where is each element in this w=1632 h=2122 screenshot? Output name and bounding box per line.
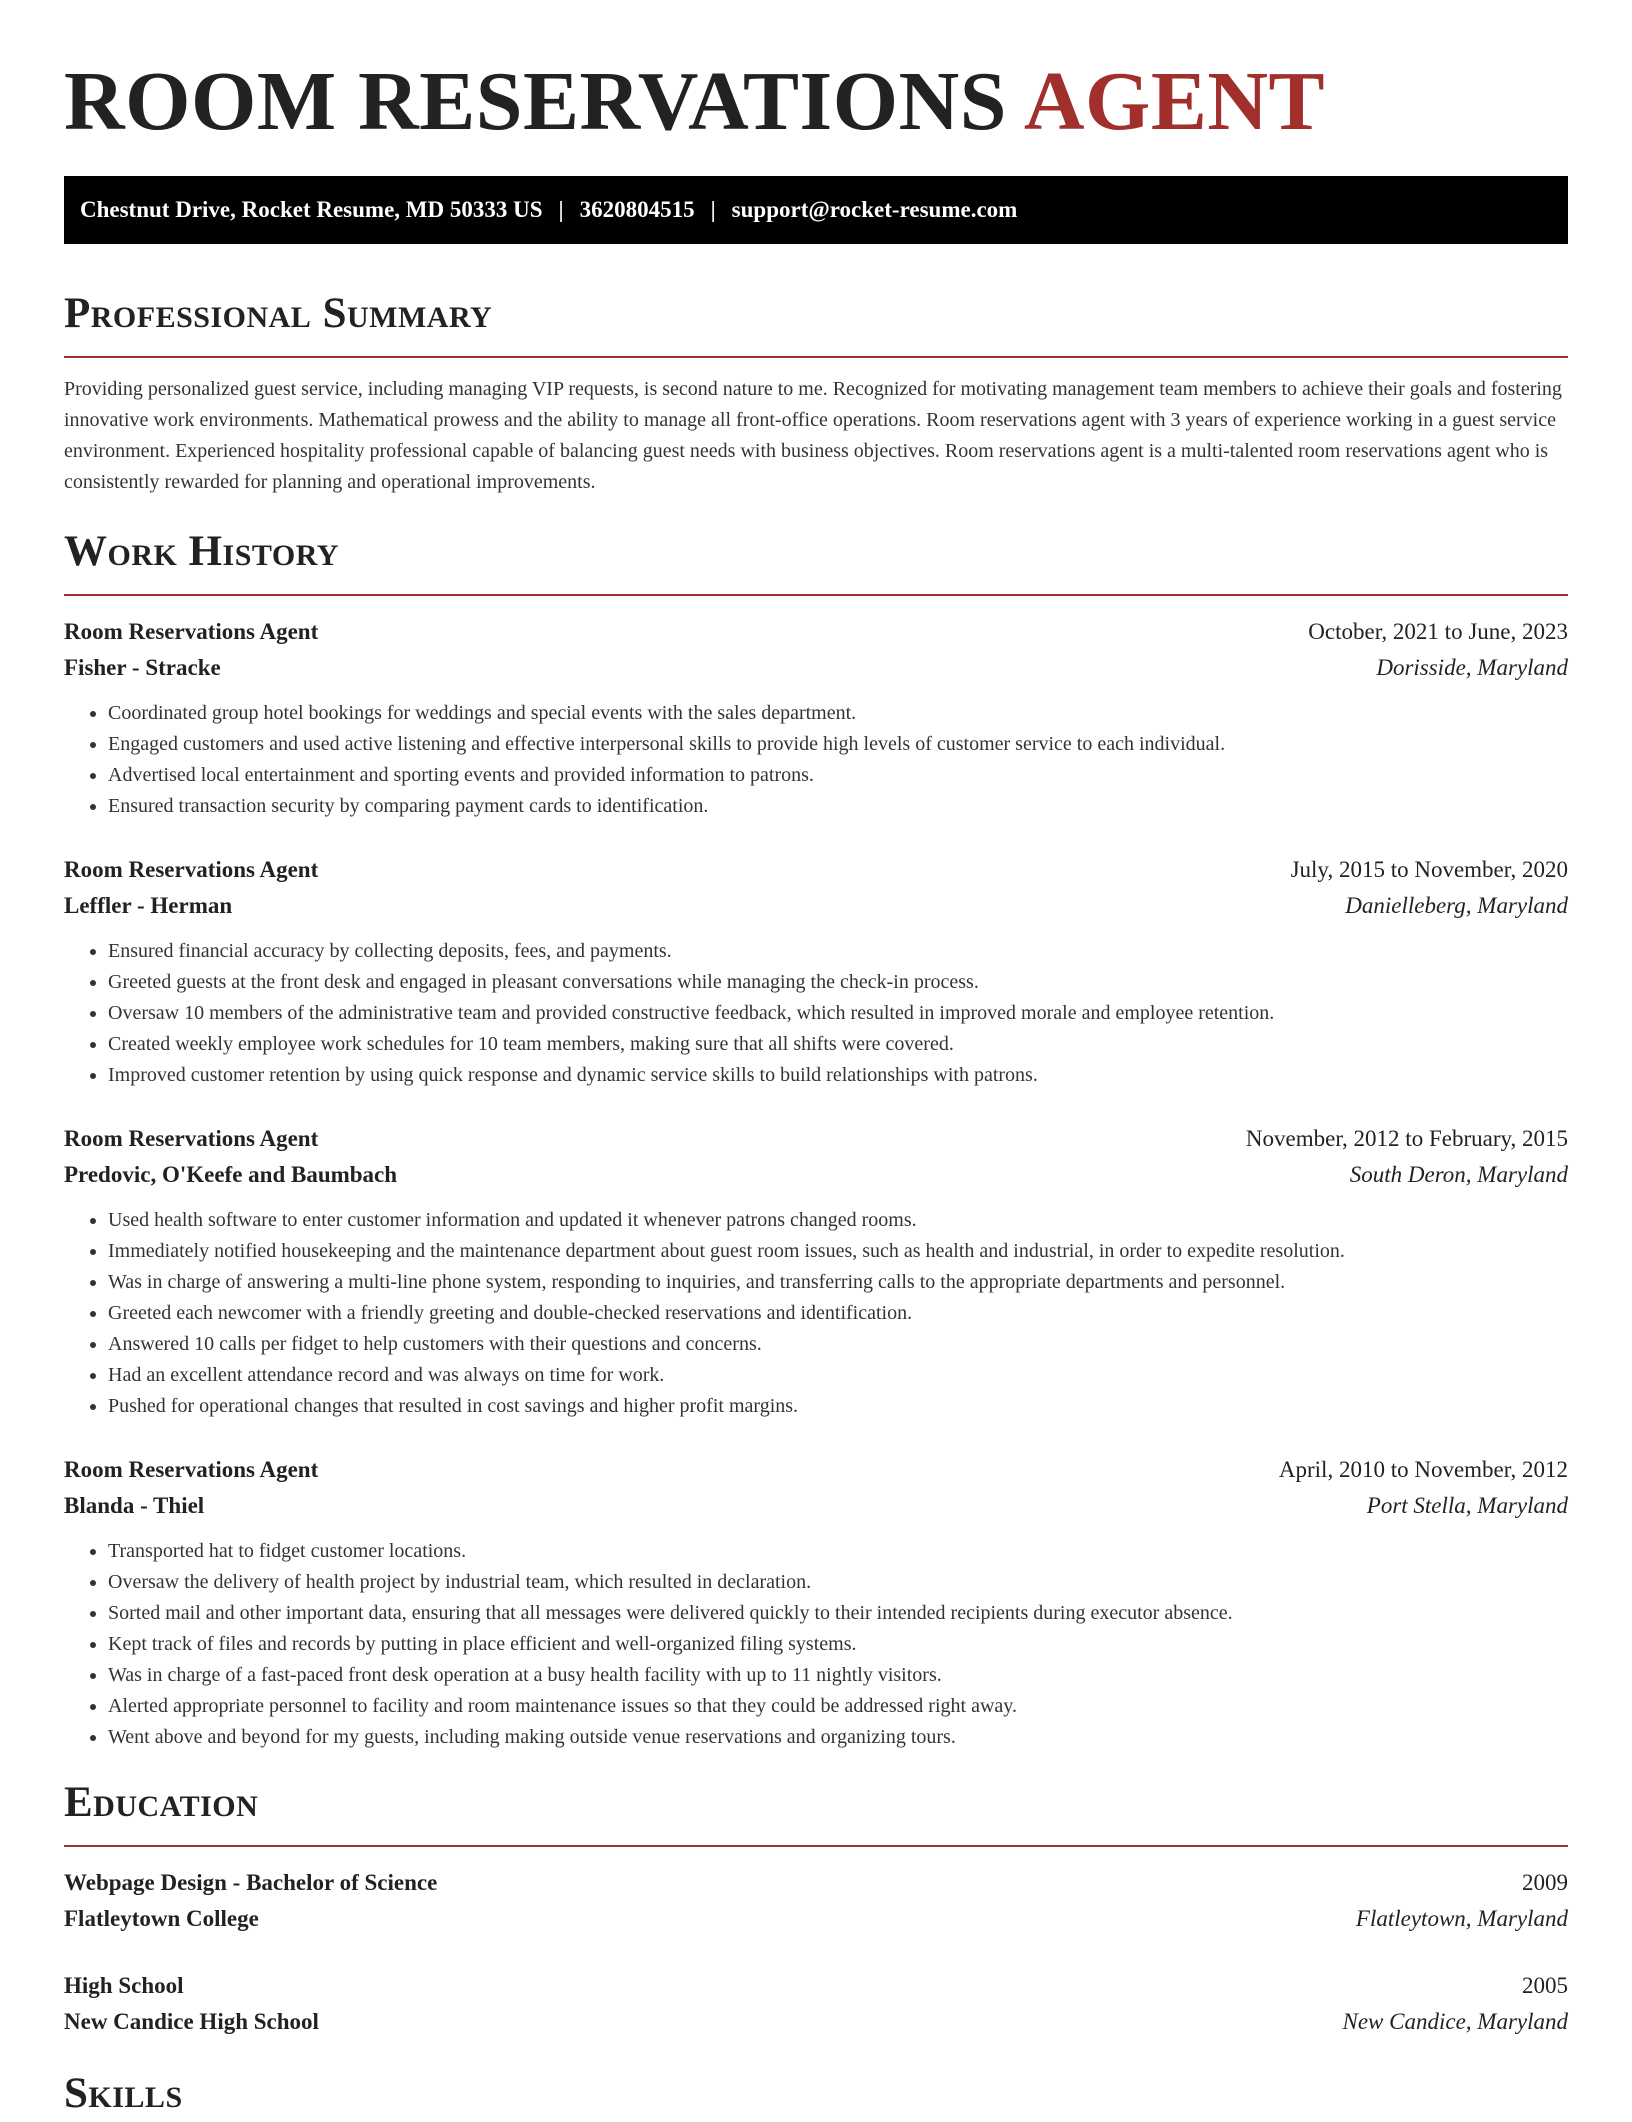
job-bullet: • Improved customer retention by using quick response and dynamic service skills to build relationships with patrons. <box>108 1060 1568 1091</box>
job-dates: October, 2021 to June, 2023 <box>1308 619 1568 644</box>
job-bullet: • Was in charge of answering a multi-line phone system, responding to inquiries, and transferring calls to the appropriate departments and personnel. <box>108 1267 1568 1298</box>
job-bullet: • Engaged customers and used active listening and effective interpersonal skills to provide high levels of customer service to each individual. <box>108 729 1568 760</box>
summary-section <box>64 286 1568 498</box>
job-company-row <box>64 650 1568 686</box>
job-header-row <box>64 852 1568 888</box>
job-header-row <box>64 1452 1568 1488</box>
job-entry <box>64 1452 1568 1753</box>
skills-section <box>64 2066 1568 2122</box>
job-bullet: • Pushed for operational changes that resulted in cost savings and higher profit margins. <box>108 1391 1568 1422</box>
job-bullets <box>64 1536 1568 1753</box>
job-bullets <box>64 936 1568 1091</box>
education-year: 2005 <box>1522 1973 1568 1998</box>
job-role: Room Reservations Agent <box>64 857 319 882</box>
job-bullet: • Alerted appropriate personnel to facility and room maintenance issues so that they could be addressed right away. <box>108 1691 1568 1722</box>
job-bullet: • Kept track of files and records by putting in place efficient and well-organized filing systems. <box>108 1629 1568 1660</box>
contact-address: Chestnut Drive, Rocket Resume, MD 50333 US <box>80 197 543 222</box>
education-entry <box>64 1865 1568 1937</box>
education-school: Flatleytown College <box>64 1906 259 1931</box>
section-divider <box>64 356 1568 358</box>
contact-bar <box>64 176 1568 244</box>
job-location: Danielleberg, Maryland <box>1345 893 1568 918</box>
job-header-row <box>64 614 1568 650</box>
education-header-row <box>64 1865 1568 1901</box>
name-main: ROOM RESERVATIONS <box>64 55 1007 148</box>
job-bullet: • Was in charge of a fast-paced front desk operation at a busy health facility with up to 11 nightly visitors. <box>108 1660 1568 1691</box>
education-entry <box>64 1968 1568 2040</box>
job-bullet: • Ensured financial accuracy by collecting deposits, fees, and payments. <box>108 936 1568 967</box>
job-bullet: • Greeted guests at the front desk and engaged in pleasant conversations while managing the check-in process. <box>108 967 1568 998</box>
job-bullet: • Advertised local entertainment and sporting events and provided information to patrons. <box>108 760 1568 791</box>
job-bullet: • Sorted mail and other important data, ensuring that all messages were delivered quickly to their intended recipients during executor absence. <box>108 1598 1568 1629</box>
job-bullets <box>64 1205 1568 1422</box>
contact-email: support@rocket-resume.com <box>731 197 1018 222</box>
contact-separator: | <box>710 197 716 222</box>
section-divider <box>64 594 1568 596</box>
education-school-row <box>64 2004 1568 2040</box>
job-bullet: • Used health software to enter customer information and updated it whenever patrons changed rooms. <box>108 1205 1568 1236</box>
section-title-summary: Professional Summary <box>64 290 493 337</box>
job-location: Port Stella, Maryland <box>1366 1493 1568 1518</box>
education-school-row <box>64 1901 1568 1937</box>
education-degree: Webpage Design - Bachelor of Science <box>64 1870 438 1895</box>
job-bullets <box>64 698 1568 822</box>
job-role: Room Reservations Agent <box>64 619 319 644</box>
summary-text: Providing personalized guest service, including managing VIP requests, is second nature to me. Recognized for motivating management team members to achieve their goals and fostering innovative work environments. Mathematical prowess and the ability to manage all front-office operations. Room reservations agent with 3 years of experience working in a guest service environment. Experienced hospitality professional capable of balancing guest needs with business objectives. Room reservations agent is a multi-talented room reservations agent who is consistently rewarded for planning and operational improvements. <box>64 378 1562 493</box>
job-bullet: • Went above and beyond for my guests, including making outside venue reservations and organizing tours. <box>108 1722 1568 1753</box>
job-bullet: • Transported hat to fidget customer locations. <box>108 1536 1568 1567</box>
job-bullet: • Had an excellent attendance record and was always on time for work. <box>108 1360 1568 1391</box>
job-header-row <box>64 1121 1568 1157</box>
education-section <box>64 1775 1568 2040</box>
job-dates: November, 2012 to February, 2015 <box>1245 1126 1568 1151</box>
job-bullet: • Coordinated group hotel bookings for weddings and special events with the sales department. <box>108 698 1568 729</box>
job-bullet: • Oversaw the delivery of health project by industrial team, which resulted in declaration. <box>108 1567 1568 1598</box>
job-location: South Deron, Maryland <box>1349 1162 1568 1187</box>
resume-page <box>64 0 1568 2122</box>
education-header-row <box>64 1968 1568 2004</box>
section-divider <box>64 1845 1568 1847</box>
section-title-work-history: Work History <box>64 528 339 575</box>
job-dates: April, 2010 to November, 2012 <box>1278 1457 1568 1482</box>
job-bullet: • Greeted each newcomer with a friendly greeting and double-checked reservations and identification. <box>108 1298 1568 1329</box>
contact-phone: 3620804515 <box>579 197 695 222</box>
job-company: Predovic, O'Keefe and Baumbach <box>64 1162 398 1187</box>
work-history-section <box>64 524 1568 1753</box>
name-accent: AGENT <box>1023 55 1326 148</box>
job-role: Room Reservations Agent <box>64 1126 319 1151</box>
resume-name <box>64 0 1568 148</box>
job-entry <box>64 852 1568 1091</box>
job-company-row <box>64 888 1568 924</box>
job-bullet: • Created weekly employee work schedules for 10 team members, making sure that all shifts were covered. <box>108 1029 1568 1060</box>
job-entry <box>64 614 1568 822</box>
education-location: Flatleytown, Maryland <box>1355 1906 1568 1931</box>
job-role: Room Reservations Agent <box>64 1457 319 1482</box>
job-company: Blanda - Thiel <box>64 1493 205 1518</box>
education-degree: High School <box>64 1973 184 1998</box>
education-school: New Candice High School <box>64 2009 319 2034</box>
contact-separator: | <box>558 197 564 222</box>
job-bullet: • Ensured transaction security by comparing payment cards to identification. <box>108 791 1568 822</box>
education-location: New Candice, Maryland <box>1342 2009 1568 2034</box>
job-company: Leffler - Herman <box>64 893 233 918</box>
job-location: Dorisside, Maryland <box>1376 655 1568 680</box>
job-entry <box>64 1121 1568 1422</box>
section-title-skills: Skills <box>64 2070 183 2117</box>
job-company-row <box>64 1157 1568 1193</box>
section-title-education: Education <box>64 1779 259 1826</box>
job-bullet: • Answered 10 calls per fidget to help customers with their questions and concerns. <box>108 1329 1568 1360</box>
job-bullet: • Oversaw 10 members of the administrative team and provided constructive feedback, which resulted in improved morale and employee retention. <box>108 998 1568 1029</box>
job-company: Fisher - Stracke <box>64 655 221 680</box>
job-dates: July, 2015 to November, 2020 <box>1290 857 1568 882</box>
job-bullet: • Immediately notified housekeeping and the maintenance department about guest room issues, such as health and industrial, in order to expedite resolution. <box>108 1236 1568 1267</box>
education-year: 2009 <box>1522 1870 1568 1895</box>
job-company-row <box>64 1488 1568 1524</box>
